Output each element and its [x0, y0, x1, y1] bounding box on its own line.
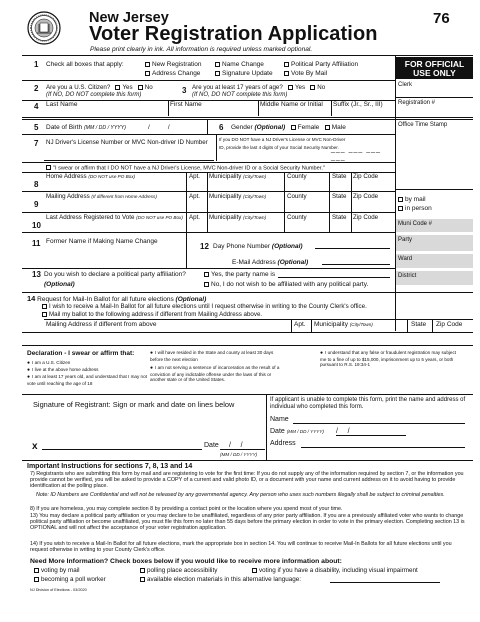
ssn-last4-input[interactable]: ___ ___ ___ ___: [331, 146, 381, 162]
helper-instruction: If applicant is unable to complete this form, print the name and address of individual who completed this form.: [270, 397, 466, 410]
mailing-address-label: Mailing Address (If different from Home Address): [46, 193, 157, 200]
age-question: Are you at least 17 years of age? Yes No: [192, 84, 326, 91]
helper-name-label: Name: [270, 416, 289, 423]
last-county-label: County: [287, 214, 307, 221]
home-zip-label: Zip Code: [353, 173, 379, 180]
male-checkbox[interactable]: [325, 125, 330, 130]
section-4-number: 4: [34, 102, 39, 111]
option-signature-update[interactable]: Signature Update: [215, 70, 273, 77]
state-name: New Jersey: [89, 10, 169, 26]
phone-label: Day Phone Number (Optional): [213, 243, 303, 250]
ssn-instruction-1: If you DO NOT have a NJ Driver's License or MVC Non-Driver: [219, 137, 346, 142]
more-info-title: Need More Information? Check boxes below if you would like to receive more information about:: [30, 558, 342, 565]
section-9-number: 9: [34, 200, 39, 209]
mail-in-option-2[interactable]: Mail my ballot to the following address if different from Mailing Address above.: [42, 311, 262, 318]
party-no-checkbox[interactable]: [204, 282, 209, 287]
checkbox[interactable]: [42, 304, 47, 309]
checkbox[interactable]: [145, 62, 150, 67]
signature-x: x: [32, 441, 38, 452]
helper-date-label: Date (MM / DD / YYYY): [270, 428, 324, 435]
citizen-note: (If NO, DO NOT complete this form): [46, 92, 142, 98]
last-name-input[interactable]: [44, 108, 166, 116]
email-label: E-Mail Address (Optional): [232, 259, 309, 266]
age-yes-checkbox[interactable]: [288, 85, 293, 90]
declaration-item: ● I live at the above home address: [27, 367, 147, 374]
official-clerk-label: Clerk: [398, 82, 413, 88]
age-no-checkbox[interactable]: [310, 85, 315, 90]
last-registered-address-label: Last Address Registered to Vote (DO NOT use PO Box): [46, 214, 183, 221]
info-polling-accessibility[interactable]: polling place accessibility: [140, 567, 217, 574]
option-address-change[interactable]: Address Change: [145, 70, 200, 77]
signature-date-slashes: / /: [229, 442, 243, 449]
official-district: District: [396, 271, 473, 285]
signature-label: Signature of Registrant: Sign or mark and date on lines below: [33, 400, 235, 409]
section-8-number: 8: [34, 180, 39, 189]
state-seal: [27, 11, 61, 45]
checkbox[interactable]: [140, 568, 145, 573]
checkbox[interactable]: [252, 568, 257, 573]
info-poll-worker[interactable]: becoming a poll worker: [34, 576, 106, 583]
instruction-13: 13) You may declare a political party affiliation or you may declare to be unaffiliated, regardless of any prior party affiliation. If you are a previously affiliated voter who wants to change political party affiliation or become unaffiliated, you must file this form no later than 55 days before the primary election in order to vote in the primary election. Completing section 13 is OPTIONAL and will not affect the acceptance of your voter registration application.: [30, 513, 465, 532]
instruction-7: 7) Registrants who are submitting this form by mail and are registering to vote for the first time: If you do not supply any of the information required by section 7, or the information you provide cannot be verified, you will be asked to provide a COPY of a current and valid photo ID, or a document with your name and current address on it to avoid having to provide identification at the polling place.: [30, 471, 464, 490]
form-title: Voter Registration Application: [89, 23, 378, 45]
declaration-item: ● I am at least 17 years old, and understand that I may not vote until reaching the age of 18: [27, 374, 147, 386]
declaration-item: ● I will have resided in the State and county at least 30 days before the next election: [150, 350, 280, 362]
helper-address-label: Address: [270, 440, 296, 447]
party-optional: (Optional): [44, 281, 75, 288]
signature-date-label: Date: [204, 442, 219, 449]
checkbox[interactable]: [398, 206, 403, 211]
section-6-number: 6: [219, 123, 224, 132]
party-question: Do you wish to declare a political party affiliation?: [44, 271, 186, 278]
declaration-item: ● I am not serving a sentence of incarceration as the result of a conviction of any indictable offense under the laws of this or another state or of the United States.: [150, 365, 280, 382]
helper-name-input[interactable]: [293, 416, 465, 424]
official-muni-code: Muni Code #: [396, 219, 473, 232]
instructions-title: Important Instructions for sections 7, 8, 13 and 14: [27, 463, 193, 470]
official-in-person[interactable]: in person: [398, 205, 432, 212]
home-state-label: State: [332, 173, 347, 180]
home-muni-label: Municipality (City/Town): [209, 173, 267, 180]
instruction-8: 8) If you are homeless, you may complete section 8 by providing a contact point or the location where you spend most of your time.: [30, 506, 343, 512]
office-time-stamp-label: Office Time Stamp: [398, 122, 448, 128]
declaration-title: Declaration - I swear or affirm that:: [27, 350, 135, 357]
official-registration-label: Registration #: [398, 100, 436, 106]
home-address-label: Home Address (DO NOT use PO Box): [46, 173, 136, 180]
license-label: NJ Driver's License Number or MVC Non-driver ID Number: [46, 139, 208, 146]
last-apt-label: Apt.: [189, 214, 201, 221]
section-1-number: 1: [34, 60, 39, 69]
checkbox[interactable]: [34, 568, 39, 573]
mail-in-option-1[interactable]: I wish to receive a Mail-In Ballot for all future elections until I request otherwise in writing to the County Clerk's office.: [42, 303, 367, 310]
gender-field: Gender (Optional) Female Male: [231, 124, 346, 131]
last-muni-label: Municipality (City/Town): [209, 214, 267, 221]
section-2-number: 2: [34, 84, 39, 93]
option-name-change[interactable]: Name Change: [215, 61, 264, 68]
phone-input[interactable]: [315, 241, 390, 249]
mail-in-state-label: State: [411, 321, 427, 328]
section-7-number: 7: [34, 139, 39, 148]
instruction-7-note: Note: ID Numbers are Confidential and will not be released by any governmental agency. Any person who uses such numbers illegally shall be subject to criminal penalties.: [36, 492, 445, 498]
mail-zip-label: Zip Code: [353, 193, 379, 200]
citizen-yes-checkbox[interactable]: [115, 85, 120, 90]
section-5-number: 5: [34, 123, 39, 132]
last-zip-label: Zip Code: [353, 214, 379, 221]
official-ward: Ward: [396, 254, 473, 268]
mail-in-address-label: Mailing Address if different from above: [46, 321, 157, 328]
checkbox[interactable]: [215, 71, 220, 76]
section-13-number: 13: [32, 270, 41, 279]
checkbox[interactable]: [140, 577, 145, 582]
declaration-item: ● I am a U.S. Citizen: [27, 360, 147, 367]
last-state-label: State: [332, 214, 347, 221]
form-subtitle: Please print clearly in ink. All information is required unless marked optional.: [90, 46, 313, 53]
alternative-language-input[interactable]: [330, 576, 440, 583]
signature-date-format: (MM / DD / YYYY): [220, 452, 258, 457]
info-voting-by-mail[interactable]: voting by mail: [34, 567, 80, 574]
checkbox[interactable]: [398, 197, 403, 202]
official-use-banner: FOR OFFICIAL USE ONLY: [396, 57, 473, 79]
info-alternative-language[interactable]: available election materials in this alternative language:: [140, 576, 301, 583]
declaration-item: ● I understand that any false or fraudulent registration may subject me to a fine of up to $15,000, imprisonment up to 5 years, or both pursuant to R.S. 19:34-1: [320, 350, 460, 367]
section-11-number: 11: [32, 239, 41, 248]
option-vote-by-mail[interactable]: Vote By Mail: [284, 70, 327, 77]
form-number: 76: [433, 10, 450, 27]
ssn-instruction-2: ID, provide the last 4 digits of your Social Security Number.: [219, 145, 339, 150]
age-note: (If NO, DO NOT complete this form): [192, 92, 288, 98]
former-name-label: Former Name if Making Name Change: [46, 238, 158, 245]
home-county-label: County: [287, 173, 307, 180]
instruction-14: 14) If you wish to receive a Mail-In Ballot for all future elections, mark the appropriate box in section 14. You will continue to receive Mail-In Ballots for all future elections until you request otherwise in writing to your County Clerk's office.: [30, 541, 452, 554]
dob-label: Date of Birth (MM / DD / YYYY): [46, 124, 126, 131]
helper-address-input[interactable]: [301, 440, 465, 448]
middle-name-label: Middle Name or Initial: [260, 101, 323, 108]
section-1-label: Check all boxes that apply:: [46, 61, 124, 68]
suffix-label: Suffix (Jr., Sr., III): [333, 101, 383, 108]
home-apt-label: Apt.: [189, 173, 201, 180]
official-party: Party: [396, 235, 473, 251]
mail-in-request-label: 14 Request for Mail-In Ballot for all future elections (Optional): [27, 294, 207, 303]
female-checkbox[interactable]: [291, 125, 296, 130]
info-disability-voting[interactable]: voting if you have a disability, including visual impairment: [252, 567, 418, 574]
section-10-number: 10: [32, 221, 41, 230]
party-yes-option[interactable]: Yes, the party name is: [204, 271, 275, 278]
signature-date-input[interactable]: [220, 442, 265, 450]
option-party-affiliation[interactable]: Political Party Affiliation: [284, 61, 358, 68]
citizen-no-checkbox[interactable]: [138, 85, 143, 90]
checkbox[interactable]: [145, 71, 150, 76]
option-new-registration[interactable]: New Registration: [145, 61, 202, 68]
mail-in-zip-label: Zip Code: [436, 321, 463, 328]
dob-slashes: / /: [148, 124, 170, 131]
no-id-checkbox[interactable]: [46, 165, 51, 170]
mail-state-label: State: [332, 193, 347, 200]
checkbox[interactable]: [215, 62, 220, 67]
mail-county-label: County: [287, 193, 307, 200]
citizen-question: Are you a U.S. Citizen? Yes No: [46, 84, 153, 91]
signature-input[interactable]: [42, 442, 202, 450]
helper-date-input[interactable]: / /: [336, 428, 406, 436]
checkbox[interactable]: [284, 62, 289, 67]
first-name-label: First Name: [170, 101, 202, 108]
checkbox[interactable]: [42, 312, 47, 317]
party-name-input[interactable]: [278, 270, 390, 278]
official-by-mail[interactable]: by mail: [398, 196, 426, 203]
footer-code: NJ Division of Elections - 03/2020: [30, 588, 87, 592]
email-input[interactable]: [322, 257, 390, 265]
mail-apt-label: Apt.: [189, 193, 201, 200]
party-no-option[interactable]: No, I do not wish to be affiliated with any political party.: [204, 281, 368, 288]
no-id-affirmation[interactable]: "I swear or affirm that I DO NOT have a NJ Driver's License, MVC Non-driver ID or a Social Security Number.": [46, 165, 325, 172]
mail-in-muni-label: Municipality (City/Town): [314, 321, 373, 328]
section-12-number: 12: [200, 242, 209, 251]
checkbox[interactable]: [34, 577, 39, 582]
mail-muni-label: Municipality (City/Town): [209, 193, 267, 200]
mail-in-apt-label: Apt.: [294, 321, 306, 328]
section-3-number: 3: [182, 86, 187, 95]
checkbox[interactable]: [284, 71, 289, 76]
last-name-label: Last Name: [46, 101, 78, 108]
party-yes-checkbox[interactable]: [204, 272, 209, 277]
